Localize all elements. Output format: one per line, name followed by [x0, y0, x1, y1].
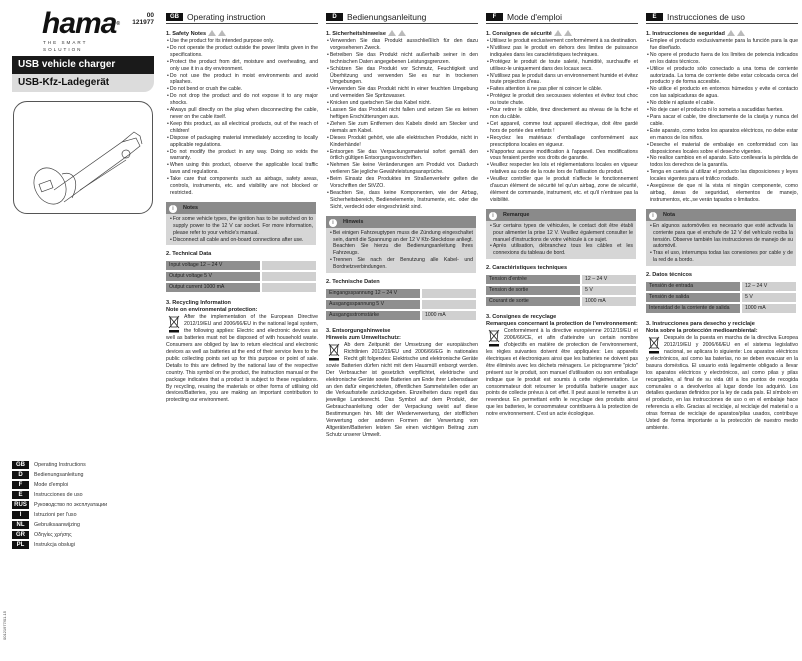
- list-item: • Veuillez contrôler que le produit n'affecte le fonctionnement d'aucun élément de sécurité tel qu'un airbag, zone de sécurité, élément de commande, instrument, etc. et qu'il n'entrave pas la visibilité.: [486, 176, 638, 204]
- lang-name: Mode d'emploi: [34, 481, 69, 488]
- notes-box: [326, 216, 476, 273]
- list-item: • No realice cambios en el aparato. Esto conllevaría la pérdida de todos los derechos de la garantía.: [646, 155, 798, 169]
- lang-name: Gebruiksaanwijzing: [34, 521, 80, 528]
- list-item: • Bei einigen Fahrzeugtypen muss die Zündung eingeschaltet sein, damit die Spannung an der 12 V Kfz-Steckdose anliegt. Beachten Sie hierzu die Bedienungsanleitung Ihres Fahrzeugs.: [329, 230, 473, 258]
- notes-heading: Notes: [183, 204, 198, 211]
- table-row: [486, 286, 636, 295]
- recycle-text: Después de la puesta en marcha de la directiva Europea 2012/19/EU y 2006/66/EU en el sistema legislativo nacional, se aplicara lo siguiente: Los aparatos eléctricos y electrónicos, así como las baterías, no se deben evacuar en la basura doméstica. El usuario está legalmente obligado a llevar los aparatos eléctricos y electrónicos, así como pilas y pilas recargables, al final de su vida útil a los puntos de recogida comunales o a devolverlos al lugar donde los adquirió. Los detalles quedaran definidos por la ley de cada país. El símbolo en el producto, en las instrucciones de uso o en el embalaje hace referencia a ello. Gracias al reciclaje, al reciclaje del material o a otras formas de reciclaje de aparatos/pilas usados, contribuye Usted de forma importante a la protección de nuestro medio ambiente.: [646, 335, 798, 431]
- article-prefix: 00: [146, 12, 154, 19]
- language-item: [12, 540, 107, 550]
- tech-table: [166, 259, 316, 294]
- column-title: Bedienungsanleitung: [347, 12, 427, 22]
- safety-heading: [646, 30, 798, 38]
- tech-table: [486, 273, 636, 308]
- notes-body: [646, 221, 796, 266]
- warning-icon: [388, 30, 396, 36]
- safety-heading: [486, 30, 638, 38]
- list-item: • Do not modify the product in any way. Doing so voids the warranty.: [166, 149, 318, 163]
- list-item: • Protégez le produit des secousses violentes et évitez tout choc ou toute chute.: [486, 93, 638, 107]
- column-title: Operating instruction: [187, 12, 266, 22]
- language-item: [12, 460, 107, 470]
- notes-list: [329, 230, 473, 271]
- tech-heading: 2. Datos técnicos: [646, 272, 693, 279]
- lang-name: Operating Instructions: [34, 461, 86, 468]
- table-row: [646, 304, 796, 313]
- safety-heading-text: 1. Instrucciones de seguridad: [646, 31, 725, 37]
- list-item: • N'utilisez pas le produit dans un environnement humide et évitez toute projection d'eau.: [486, 73, 638, 87]
- language-badge: GB: [166, 13, 183, 21]
- table-row: [326, 289, 476, 298]
- recycle-text: Ab dem Zeitpunkt der Umsetzung der europäischen Richtlinien 2012/19/EU und 2006/66/EG in nationales Recht gilt folgendes: Elektrische und elektronische Geräte sowie Batterien dürfen nicht mit dem Hausmüll entsorgt werden. Der Verbraucher ist gesetzlich verpflichtet, elektrische und elektronische Geräte sowie Batterien am Ende ihrer Lebensdauer an den dafür eingerichteten, öffentlichen Sammelstellen oder an die Verkaufsstelle zurückzugeben. Einzelheiten dazu regelt das jeweilige Landesrecht. Das Symbol auf dem Produkt, der Gebrauchsanleitung oder der Verpackung weist auf diese Bestimmungen hin. Mit der Wiederverwertung, der stofflichen Verwertung oder anderen Formen der Verwertung von Altgeräten/Batterien leisten Sie einen wichtigen Beitrag zum Schutz unserer Umwelt.: [326, 342, 478, 438]
- spec-label: Ausgangsspannung 5 V: [326, 300, 420, 309]
- column-title: Mode d'emploi: [507, 12, 563, 22]
- language-badge: F: [486, 13, 503, 21]
- notes-box: [646, 209, 796, 266]
- safety-list: [646, 38, 798, 204]
- recycle-text: After the implementation of the European Directive 2012/19/EU and 2006/66/EU in the national legal system, the following applies: Electric and electronic devices as well as batteries must not be disposed of with household waste. Consumers are obliged by law to return electrical and electronic devices as well as batteries at the end of their service lives to the public collecting points set up for this purpose or point of sale. Details to this are defined by the national law of the respective country. This symbol on the product, the instruction manual or the package indicates that a product is subject to these regulations. By recycling, reusing the materials or other forms of utilising old devices/Batteries, you are making an important contribution to protecting our environment.: [166, 314, 318, 404]
- recycle-subheading: Remarques concernant la protection de l'environnement:: [486, 321, 638, 328]
- list-item: • Après utilisation, débranchez tous les câbles et les connexions du tableau de bord.: [489, 243, 633, 257]
- warning-icon: [398, 30, 406, 36]
- recycle-heading: 3. Recycling Information: [166, 300, 231, 307]
- table-row: [326, 311, 476, 320]
- recycle-subheading: Note on environmental protection:: [166, 307, 258, 314]
- tech-table: [646, 280, 796, 315]
- recycle-subheading: Nota sobre la protección medioambiental:: [646, 328, 758, 335]
- warning-icon: [564, 30, 572, 36]
- product-title-en: USB vehicle charger: [12, 56, 154, 74]
- list-item: • N'utilisez pas le produit en dehors des limites de puissance indiquées dans les caractéristiques techniques.: [486, 45, 638, 59]
- list-item: • Recyclez les matériaux d'emballage conformément aux prescriptions locales en vigueur.: [486, 135, 638, 149]
- spec-label: Ausgangsstromstärke: [326, 311, 420, 320]
- registered-icon: ®: [116, 21, 120, 27]
- lang-code: NL: [12, 521, 29, 529]
- list-item: • No deje caer el producto ni lo someta a sacudidas fuertes.: [646, 107, 798, 114]
- table-row: [166, 261, 316, 270]
- list-item: • Nehmen Sie keine Veränderungen am Produkt vor. Dadurch verlieren Sie jegliche Gewährleistungsansprüche.: [326, 162, 478, 176]
- brand-tagline: THE SMART SOLUTION: [43, 40, 88, 52]
- list-item: • Asegúrese de que ni la vista ni ningún componente, como airbag, áreas de seguridad, elementos de manejo, instrumentos, etc.,se verán tapados o limitados.: [646, 183, 798, 204]
- lang-name: Instrukcja obsługi: [34, 541, 75, 548]
- spec-value: [260, 283, 316, 292]
- column-body: [166, 30, 318, 404]
- list-item: • Para sacar el cable, tire directamente de la clavija y nunca del cable.: [646, 114, 798, 128]
- list-item: • Trennen Sie nach der Benutzung alle Kabel- und Bordnetzverbindungen.: [329, 257, 473, 271]
- language-item: [12, 490, 107, 500]
- column-title: Instrucciones de uso: [667, 12, 745, 22]
- warning-icon: [727, 30, 735, 36]
- list-item: • Dieses Produkt gehört, wie alle elektrischen Produkte, nicht in Kinderhände!: [326, 135, 478, 149]
- column-header: [486, 12, 638, 24]
- list-item: • Disconnect all cable and on-board connections after use.: [169, 237, 313, 244]
- lang-code: RUS: [12, 501, 29, 509]
- safety-heading: [166, 30, 318, 38]
- lang-name: Instrucciones de uso: [34, 491, 83, 498]
- column-d: [322, 0, 480, 661]
- spec-value: 12 – 24 V: [740, 282, 796, 291]
- recycle-text: Conformément à la directive européenne 2012/19/EU et 2006/66/CE, et afin d'atteindre un certain nombre d'objectifs en matière de protection de l'environnement, les règles suivantes doivent être appliquées: Les appareils électriques et électroniques ainsi que les batteries ne doivent pas être éliminés avec les déchets ménagers. Le pictogramme "picto" présent sur le produit, son manuel d'utilisation ou son emballage indique que le produit est soumis à cette réglementation. Le consommateur doit retourner le produit/la batterie usager aux points de collecte prévus à cet effet. Il peut aussi le remettre à un revendeur. En permettant enfin le recyclage des produits ainsi que les batteries, le consommateur contribuera à la protection de notre environnement. C'est un acte écologique.: [486, 328, 638, 418]
- list-item: • Verwenden Sie das Produkt ausschließlich für den dazu vorgesehenen Zweck.: [326, 38, 478, 52]
- spec-label: Eingangsspannung 12 – 24 V: [326, 289, 420, 298]
- car-charger-icon: [14, 102, 153, 214]
- tech-heading: 2. Technische Daten: [326, 279, 380, 286]
- article-code: 121977: [132, 19, 154, 26]
- list-item: • Take care that components such as airbags, safety areas, controls, instruments, etc. and visibility are not blocked or restricted.: [166, 176, 318, 197]
- lang-code: PL: [12, 541, 29, 549]
- lang-code: E: [12, 491, 29, 499]
- lang-code: F: [12, 481, 29, 489]
- language-item: [12, 520, 107, 530]
- spec-value: 1000 mA: [580, 297, 636, 306]
- tech-heading: 2. Caractéristiques techniques: [486, 265, 568, 272]
- warning-icon: [737, 30, 745, 36]
- lang-code: I: [12, 511, 29, 519]
- recycle-subheading: Hinweis zum Umweltschutz:: [326, 335, 401, 342]
- lang-code: D: [12, 471, 29, 479]
- recycle-text-block: [646, 335, 798, 432]
- warning-icon: [218, 30, 226, 36]
- column-header: [166, 12, 318, 24]
- spec-value: 5 V: [580, 286, 636, 295]
- list-item: • Utilisez le produit exclusivement conformément à sa destination.: [486, 38, 638, 45]
- hama-logo: [42, 7, 130, 54]
- spec-value: [260, 261, 316, 270]
- column-header: [646, 12, 798, 24]
- recycle-heading: 3. Instrucciones para desecho y reciclaje: [646, 321, 755, 328]
- notes-heading: Remarque: [503, 211, 530, 218]
- table-row: [486, 297, 636, 306]
- list-item: • Utilice el producto sólo conectado a una toma de corriente autorizada. La toma de corriente debe estar colocada cerca del producto y de forma accesible.: [646, 66, 798, 87]
- language-item: [12, 510, 107, 520]
- column-body: [646, 30, 798, 432]
- spec-value: [260, 272, 316, 281]
- lang-name: Bedienungsanleitung: [34, 471, 84, 478]
- list-item: • Tenga en cuenta al utilizar el producto las disposiciones y leyes locales vigentes para el tráfico rodado.: [646, 169, 798, 183]
- spec-value: [420, 289, 476, 298]
- list-item: • Deseche el material de embalaje en conformidad con las disposiciones locales sobre el desecho vigentes.: [646, 142, 798, 156]
- list-item: • No opere el producto fuera de los límites de potencia indicados en los datos técnicos.: [646, 52, 798, 66]
- list-item: • Always pull directly on the plug when disconnecting the cable, never on the cable itself.: [166, 107, 318, 121]
- spec-label: Output current 1000 mA: [166, 283, 260, 292]
- lang-name: Οδηγίες χρήσης: [34, 531, 72, 538]
- weee-bin-icon: [488, 328, 500, 348]
- warning-icon: [208, 30, 216, 36]
- safety-heading-text: 1. Consignes de sécurité: [486, 31, 552, 37]
- table-row: [646, 293, 796, 302]
- list-item: • Beachten Sie, dass keine Komponenten, wie der Airbag, Sicherheitsbereich, Bedienelemente, Instrumente, etc. oder die Sicht, verdeckt oder eingeschränkt sind.: [326, 190, 478, 211]
- spec-label: Courant de sortie: [486, 297, 580, 306]
- table-row: [166, 272, 316, 281]
- safety-list: [326, 38, 478, 211]
- lang-code: GR: [12, 531, 29, 539]
- weee-bin-icon: [648, 335, 660, 355]
- language-badge: E: [646, 13, 663, 21]
- lang-code: GB: [12, 461, 29, 469]
- list-item: • No doble ni aplaste el cable.: [646, 100, 798, 107]
- list-item: • Dispose of packaging material immediately according to locally applicable regulations.: [166, 135, 318, 149]
- spec-label: Tension d'entrée: [486, 275, 580, 284]
- cover-panel: [0, 0, 160, 661]
- info-icon: i: [169, 205, 177, 213]
- brand-wordmark: hama: [42, 7, 117, 40]
- notes-heading: Hinweis: [343, 218, 364, 225]
- info-icon: i: [329, 219, 337, 227]
- product-title-de: USB-Kfz-Ladegerät: [12, 74, 154, 92]
- list-item: • Veuillez respecter les lois et réglementations locales en vigueur relatives au code de la route lors de l'utilisation du produit.: [486, 162, 638, 176]
- table-row: [486, 275, 636, 284]
- spec-label: Tensión de entrada: [646, 282, 740, 291]
- safety-list: [166, 38, 318, 197]
- notes-list: [649, 223, 793, 264]
- list-item: • Do not drop the product and do not expose it to any major shocks.: [166, 93, 318, 107]
- list-item: • Protégez le produit de toute saleté, humidité, surchauffe et utilisez-le uniquement dans des locaux secs.: [486, 59, 638, 73]
- list-item: • Lassen Sie das Produkt nicht fallen und setzen Sie es keinen heftigen Erschütterungen aus.: [326, 107, 478, 121]
- table-row: [326, 300, 476, 309]
- table-row: [166, 283, 316, 292]
- spec-label: Intensidad de la corriente de salida: [646, 304, 740, 313]
- notes-header: [486, 209, 636, 221]
- lang-name: Руководство по эксплуатации: [34, 501, 108, 508]
- list-item: • Knicken und quetschen Sie das Kabel nicht.: [326, 100, 478, 107]
- recycle-heading: 3. Consignes de recyclage: [486, 314, 557, 321]
- list-item: • Cet appareil, comme tout appareil électrique, doit être gardé hors de portée des enfants !: [486, 121, 638, 135]
- recycle-text-block: [486, 328, 638, 418]
- list-item: • Ziehen Sie zum Entfernen des Kabels direkt am Stecker und niemals am Kabel.: [326, 121, 478, 135]
- notes-heading: Nota: [663, 211, 675, 218]
- tech-heading: 2. Technical Data: [166, 251, 212, 258]
- list-item: • Faites attention à ne pas plier ni coincer le câble.: [486, 86, 638, 93]
- recycle-heading: 3. Entsorgungshinweise: [326, 328, 391, 335]
- list-item: • For some vehicle types, the ignition has to be switched on to supply power to the 12 V car socket. For more information, please refer to your vehicle's manual.: [169, 216, 313, 237]
- list-item: • Emplee el producto exclusivamente para la función para la que fue diseñado.: [646, 38, 798, 52]
- recycle-text-block: [166, 314, 318, 404]
- list-item: • Pour retirer le câble, tirez directement au niveau de la fiche et non du câble.: [486, 107, 638, 121]
- list-item: • Do not bend or crush the cable.: [166, 86, 318, 93]
- safety-list: [486, 38, 638, 204]
- list-item: • Sur certains types de véhicules, le contact doit être établi pour alimenter la prise 12 V. Veuillez également consulter le manuel d'instructions de votre véhicule à ce sujet.: [489, 223, 633, 244]
- notes-body: [166, 214, 316, 246]
- article-number: [130, 12, 154, 26]
- notes-list: [169, 216, 313, 244]
- spec-label: Tensión de salida: [646, 293, 740, 302]
- list-item: • N'apportez aucune modification à l'appareil. Des modifications vous feraient perdre vos droits de garantie.: [486, 149, 638, 163]
- spec-value: [420, 300, 476, 309]
- weee-bin-icon: [168, 314, 180, 334]
- list-item: • Protect the product from dirt, moisture and overheating, and only use it in a dry environment.: [166, 59, 318, 73]
- product-illustration: [13, 101, 153, 214]
- lang-name: Istruzioni per l'uso: [34, 511, 77, 518]
- weee-bin-icon: [328, 342, 340, 362]
- list-item: • No utilice el producto en entornos húmedos y evite el contacto con las salpicaduras de agua.: [646, 86, 798, 100]
- notes-list: [489, 223, 633, 258]
- safety-heading: [326, 30, 478, 38]
- column-body: [326, 30, 478, 439]
- column-header: [326, 12, 478, 24]
- list-item: • Entsorgen Sie das Verpackungsmaterial sofort gemäß den örtlich gültigen Entsorgungsvorschriften.: [326, 149, 478, 163]
- recycle-text-block: [326, 342, 478, 439]
- language-item: [12, 470, 107, 480]
- notes-box: [486, 209, 636, 260]
- notes-header: [326, 216, 476, 228]
- list-item: • Do not operate the product outside the power limits given in the specifications.: [166, 45, 318, 59]
- list-item: • Beim Einsatz des Produktes im Straßenverkehr gelten die Vorschriften der StVZO.: [326, 176, 478, 190]
- table-row: [646, 282, 796, 291]
- list-item: • Schützen Sie das Produkt vor Schmutz, Feuchtigkeit und Überhitzung und verwenden Sie es nur in trockenen Umgebungen.: [326, 66, 478, 87]
- spec-value: 1000 mA: [420, 311, 476, 320]
- list-item: • Keep this product, as all electrical products, out of the reach of children!: [166, 121, 318, 135]
- notes-body: [326, 228, 476, 273]
- language-item: [12, 530, 107, 540]
- language-item: [12, 480, 107, 490]
- list-item: • Use the product for its intended purpose only.: [166, 38, 318, 45]
- list-item: • En algunos automóviles es necesario que esté activada la corriente para que el enchufe de 12 V del vehículo reciba la tensión. Observe también las instrucciones de manejo de su automóvil.: [649, 223, 793, 251]
- safety-heading-text: 1. Sicherheitshinweise: [326, 31, 387, 37]
- document-id: 00121977/01.15: [2, 611, 7, 640]
- list-item: • Tras el uso, interrumpa todas las conexiones por cable y de la red de a bordo.: [649, 250, 793, 264]
- notes-header: [166, 202, 316, 214]
- column-f: [482, 0, 640, 661]
- tech-table: [326, 287, 476, 322]
- language-item: [12, 500, 107, 510]
- column-body: [486, 30, 638, 418]
- notes-body: [486, 221, 636, 260]
- spec-value: 1000 mA: [740, 304, 796, 313]
- spec-value: 5 V: [740, 293, 796, 302]
- language-badge: D: [326, 13, 343, 21]
- spec-label: Output voltage 5 V: [166, 272, 260, 281]
- column-gb: [162, 0, 320, 661]
- notes-box: [166, 202, 316, 246]
- list-item: • Este aparato, como todos los aparatos eléctricos, no debe estar en manos de los niños.: [646, 128, 798, 142]
- list-item: • Betreiben Sie das Produkt nicht außerhalb seiner in den technischen Daten angegebenen Leistungsgrenzen.: [326, 52, 478, 66]
- spec-label: Input voltage 12 – 24 V: [166, 261, 260, 270]
- column-e: [642, 0, 800, 661]
- list-item: • Verwenden Sie das Produkt nicht in einer feuchten Umgebung und vermeiden Sie Spritzwasser.: [326, 86, 478, 100]
- warning-icon: [554, 30, 562, 36]
- safety-heading-text: 1. Safety Notes: [166, 31, 207, 37]
- info-icon: i: [649, 212, 657, 220]
- spec-value: 12 – 24 V: [580, 275, 636, 284]
- list-item: • Do not use the product in moist environments and avoid splashes.: [166, 73, 318, 87]
- notes-header: [646, 209, 796, 221]
- info-icon: i: [489, 212, 497, 220]
- language-list: [12, 460, 107, 550]
- list-item: • When using this product, observe the applicable local traffic laws and regulations.: [166, 162, 318, 176]
- spec-label: Tension de sortie: [486, 286, 580, 295]
